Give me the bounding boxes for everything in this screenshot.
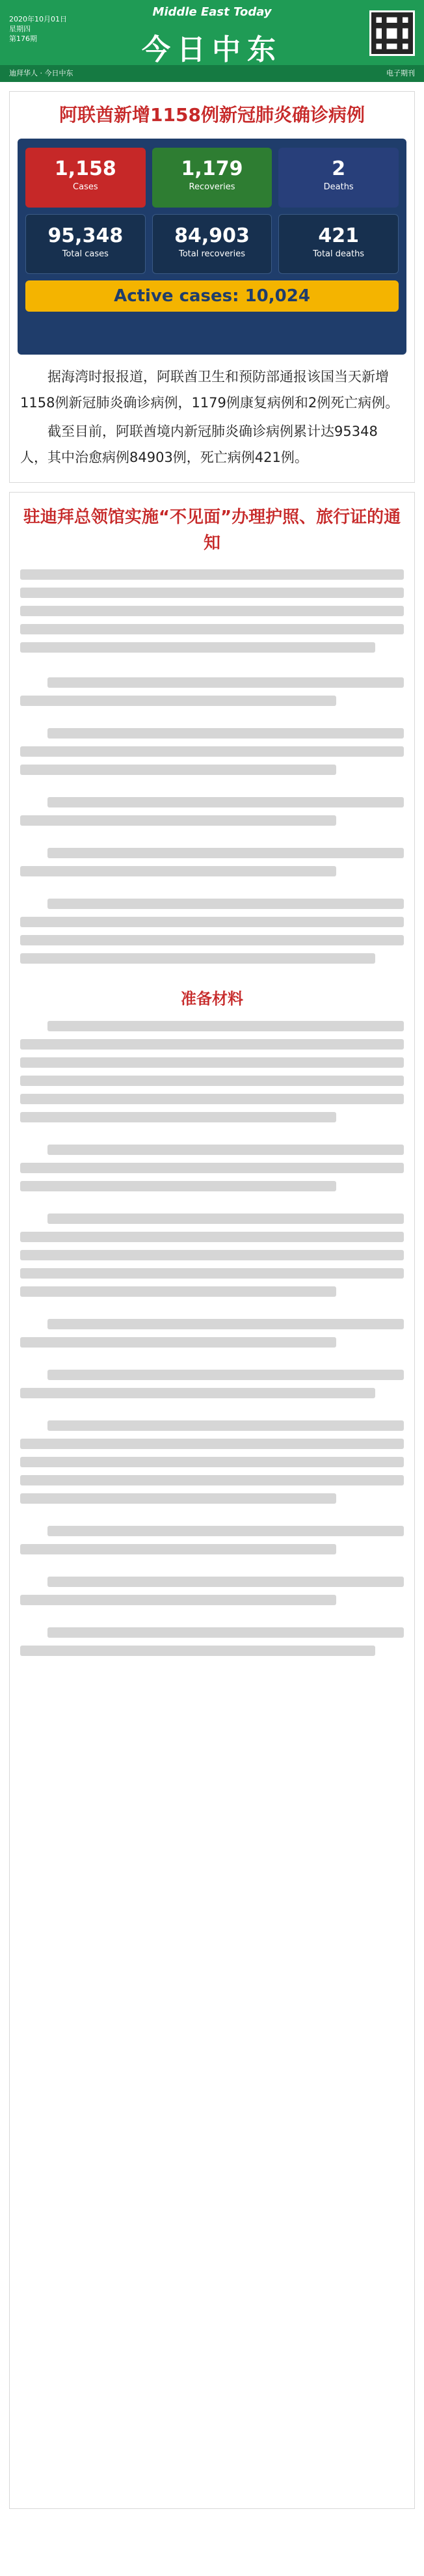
text-line-placeholder xyxy=(20,1039,404,1050)
qr-code-icon[interactable] xyxy=(369,10,415,56)
stat-label: Recoveries xyxy=(189,182,235,192)
text-line-placeholder xyxy=(20,1457,404,1467)
text-line-placeholder xyxy=(20,1337,336,1348)
stat-label: Total deaths xyxy=(313,249,365,259)
text-line-placeholder xyxy=(47,728,404,739)
text-line-placeholder xyxy=(47,1021,404,1031)
stat-value: 95,348 xyxy=(47,224,124,247)
text-line-placeholder xyxy=(47,1526,404,1536)
text-line-placeholder xyxy=(20,815,336,826)
brand-name: Middle East Today xyxy=(152,5,272,19)
text-line-placeholder xyxy=(20,1076,404,1086)
text-line-placeholder xyxy=(20,696,336,706)
text-line-placeholder xyxy=(20,1646,375,1656)
stat-total-recoveries xyxy=(152,214,272,274)
stat-total-cases xyxy=(25,214,146,274)
text-line-placeholder xyxy=(20,1493,336,1504)
text-line-placeholder xyxy=(20,935,404,945)
notice-conditions-placeholder xyxy=(10,677,414,964)
stat-deaths xyxy=(278,148,399,208)
text-line-placeholder xyxy=(20,1475,404,1485)
text-line-placeholder xyxy=(47,899,404,909)
article-paragraph: 截至目前，阿联酋境内新冠肺炎确诊病例累计达95348人，其中治愈病例84903例，死亡病例421例。 xyxy=(20,424,378,465)
text-line-placeholder xyxy=(20,765,336,775)
date-line: 2020年10月01日 xyxy=(9,15,67,23)
article-covid xyxy=(9,91,415,483)
text-line-placeholder xyxy=(20,1544,336,1554)
stat-label: Total cases xyxy=(62,249,109,259)
text-line-placeholder xyxy=(20,606,404,616)
stat-total-deaths xyxy=(278,214,399,274)
text-line-placeholder xyxy=(20,953,375,964)
stat-cases xyxy=(25,148,146,208)
notice-title: 驻迪拜总领馆实施“不见面”办理护照、旅行证的通知 xyxy=(23,508,401,553)
stat-value: 2 xyxy=(332,157,346,180)
notice-materials-placeholder xyxy=(10,1021,414,1656)
stat-label: Total recoveries xyxy=(178,249,246,259)
stat-value: 421 xyxy=(318,224,359,247)
sub-bar-left[interactable]: 迪拜华人 · 今日中东 xyxy=(9,69,73,77)
masthead-title: 今日中东 xyxy=(142,33,282,66)
text-line-placeholder xyxy=(20,642,375,653)
text-line-placeholder xyxy=(20,746,404,757)
text-line-placeholder xyxy=(20,1286,336,1297)
text-line-placeholder xyxy=(47,797,404,807)
text-line-placeholder xyxy=(47,1370,404,1380)
text-line-placeholder xyxy=(20,1595,336,1605)
text-line-placeholder xyxy=(20,1112,336,1122)
text-line-placeholder xyxy=(20,569,404,580)
sub-bar-right[interactable]: 电子期刊 xyxy=(386,69,415,77)
text-line-placeholder xyxy=(47,1577,404,1587)
text-line-placeholder xyxy=(20,1250,404,1260)
stat-value: 84,903 xyxy=(174,224,250,247)
header xyxy=(0,0,424,65)
text-line-placeholder xyxy=(20,588,404,598)
text-line-placeholder xyxy=(20,866,336,876)
text-line-placeholder xyxy=(47,1319,404,1329)
article-consulate-notice xyxy=(9,492,415,2509)
stat-value: 1,158 xyxy=(54,157,116,180)
text-line-placeholder xyxy=(20,917,404,927)
stat-recoveries xyxy=(152,148,272,208)
article-headline: 阿联酋新增1158例新冠肺炎确诊病例 xyxy=(59,104,365,126)
text-line-placeholder xyxy=(20,1057,404,1068)
text-line-placeholder xyxy=(20,1094,404,1104)
text-line-placeholder xyxy=(47,1420,404,1431)
article-paragraph: 据海湾时报报道，阿联酋卫生和预防部通报该国当天新增1158例新冠肺炎确诊病例，1179例康复病例和2例死亡病例。 xyxy=(20,369,399,411)
stat-label: Deaths xyxy=(323,182,354,192)
section-subheading: 准备材料 xyxy=(181,990,243,1008)
text-line-placeholder xyxy=(47,1145,404,1155)
text-line-placeholder xyxy=(20,1439,404,1449)
weekday-line: 星期四 xyxy=(9,25,31,33)
text-line-placeholder xyxy=(20,624,404,634)
text-line-placeholder xyxy=(20,1388,375,1398)
text-line-placeholder xyxy=(47,677,404,688)
stat-label: Cases xyxy=(73,182,98,192)
text-line-placeholder xyxy=(20,1163,404,1173)
text-line-placeholder xyxy=(20,1181,336,1191)
text-line-placeholder xyxy=(47,1213,404,1224)
stats-infographic xyxy=(18,139,406,355)
issue-number: 第176期 xyxy=(9,34,37,43)
stat-value: 1,179 xyxy=(181,157,243,180)
text-line-placeholder xyxy=(47,1627,404,1638)
notice-intro-placeholder xyxy=(10,569,414,653)
text-line-placeholder xyxy=(20,1268,404,1279)
active-cases-banner: Active cases: 10,024 xyxy=(25,280,399,312)
text-line-placeholder xyxy=(47,848,404,858)
text-line-placeholder xyxy=(20,1232,404,1242)
